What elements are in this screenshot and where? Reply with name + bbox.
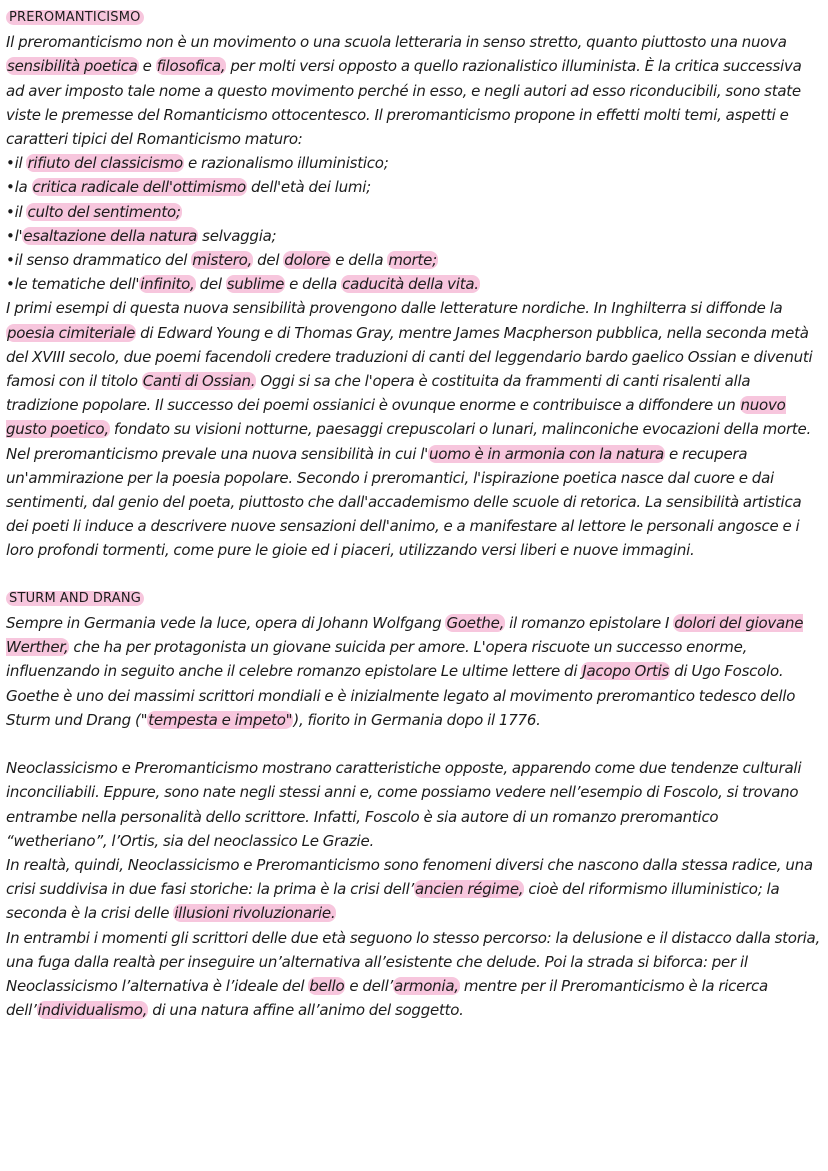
intro-paragraph: Il preromanticismo non è un movimento o una scuola letteraria in senso stretto, quanto piuttosto una nuova sensibilità poetica e filosofica, per molti versi opposto a quello razionalistico illuminista. È la critica successiva ad aver imposto tale nome a questo movimento perché in esso, e negli autori ad esso riconducibili, sono state viste le premesse del Romanticismo ottocentesco. Il preromanticismo propone in effetti molti temi, aspetti e caratteri tipici del Romanticismo maturo: — [6, 33, 802, 149]
highlight: illusioni rivoluzionarie. — [174, 904, 336, 923]
highlight: individualismo, — [37, 1001, 148, 1020]
section-title-preromanticismo: PREROMANTICISMO — [6, 6, 820, 30]
highlight: filosofica, — [156, 57, 226, 76]
highlight: dolore — [284, 251, 331, 270]
comparison-paragraph: Neoclassicismo e Preromanticismo mostrano caratteristiche opposte, apparendo come due tendenze culturali inconciliabili. Eppure, sono nate negli stessi anni e, come possiamo vedere nell’esempio di Foscolo, si trovano entrambe nella personalità dello scrittore. Infatti, Foscolo è sia autore di un romanzo preromantico “wetheriano”, l’Ortis, sia del neoclassico Le Grazie. — [6, 759, 802, 850]
sturm-paragraph: Goethe è uno dei massimi scrittori mondiali e è inizialmente legato al movimento preromantico tedesco dello Sturm und Drang ("tempesta e impeto"), fiorito in Germania dopo il 1776. — [6, 686, 796, 729]
path-paragraph: In entrambi i momenti gli scrittori delle due età seguono lo stesso percorso: la delusione e il distacco dalla storia, una fuga dalla realtà per inseguire un’alternativa all’esistente che delude. Poi la strada si biforca: per il Neoclassicismo l’alternativa è l’ideale del bello e dell’armonia, mentre per il Preromanticismo è la ricerca dell’individualismo, di una natura affine all’animo del soggetto. — [6, 928, 821, 1020]
highlight: sublime — [226, 275, 285, 294]
highlight: mistero, — [192, 251, 253, 270]
sensibility-paragraph: Nel preromanticismo prevale una nuova sensibilità in cui l'uomo è in armonia con la natura e recupera un'ammirazione per la poesia popolare. Secondo i preromantici, l'ispirazione poetica nasce dal cuore e dai sentimenti, dal genio del poeta, piuttosto che dall'accademismo delle scuole di retorica. La sensibilità artistica dei poeti li induce a descrivere nuove sensazioni dell'animo, e a manifestare al lettore le personali angosce e i loro profondi tormenti, come pure le gioie ed i piaceri, utilizzando versi liberi e nuove immagini. — [6, 444, 802, 560]
highlight: rifiuto del classicismo — [27, 154, 183, 173]
list-item: • il senso drammatico del mistero, del dolore e della morte; — [6, 248, 820, 272]
highlight: Goethe, — [446, 614, 505, 633]
list-item: • il rifiuto del classicismo e razionalismo illuministico; — [6, 151, 820, 175]
highlight: Canti di Ossian. — [142, 372, 256, 391]
highlight: esaltazione della natura — [23, 226, 198, 245]
highlight: dolori del giovane Werther, — [6, 614, 804, 657]
highlight: ancien régime, — [415, 880, 524, 899]
highlight: sensibilità poetica — [7, 57, 138, 76]
themes-list — [6, 151, 820, 296]
highlight: culto del sentimento; — [27, 202, 181, 221]
spacer — [6, 732, 820, 756]
highlight: uomo è in armonia con la natura — [429, 444, 665, 463]
highlight: Jacopo Ortis — [582, 662, 670, 681]
highlight: armonia, — [394, 977, 459, 996]
highlight: caducità della vita. — [342, 275, 479, 294]
highlight: morte; — [388, 251, 437, 270]
section-title-sturm-and-drang: STURM AND DRANG — [6, 587, 820, 611]
highlight: critica radicale dell'ottimismo — [32, 178, 246, 197]
highlight: nuovo gusto poetico, — [6, 396, 786, 439]
highlight: infinito, — [140, 275, 195, 294]
list-item: • l'esaltazione della natura selvaggia; — [6, 224, 820, 248]
crisis-paragraph: In realtà, quindi, Neoclassicismo e Preromanticismo sono fenomeni diversi che nascono dalla stessa radice, una crisi suddivisa in due fasi storiche: la prima è la crisi dell’ancien régime, cioè del riformismo illuministico; la seconda è la crisi delle illusioni rivoluzionarie. — [6, 856, 813, 923]
highlight: poesia cimiteriale — [7, 323, 136, 342]
goethe-paragraph: Sempre in Germania vede la luce, opera di Johann Wolfgang Goethe, il romanzo epistolare I dolori del giovane Werther, che ha per protagonista un giovane suicida per amore. L'opera riscuote un successo enorme, influenzando in seguito anche il celebre romanzo epistolare Le ultime lettere di Jacopo Ortis di Ugo Foscolo. — [6, 614, 804, 681]
nordic-paragraph: I primi esempi di questa nuova sensibilità provengono dalle letterature nordiche. In Inghilterra si diffonde la poesia cimiteriale di Edward Young e di Thomas Gray, mentre James Macpherson pubblica, nella seconda metà del XVIII secolo, due poemi facendoli credere traduzioni di canti del leggendario bardo gaelico Ossian e divenuti famosi con il titolo Canti di Ossian. Oggi si sa che l'opera è costituita da frammenti di canti risalenti alla tradizione popolare. Il successo dei poemi ossianici è ovunque enorme e contribuisce a diffondere un nuovo gusto poetico, fondato su visioni notturne, paesaggi crepuscolari o lunari, malinconiche evocazioni della morte. — [6, 299, 813, 439]
highlight: bello — [309, 977, 345, 996]
list-item: • il culto del sentimento; — [6, 200, 820, 224]
highlight: tempesta e impeto" — [148, 710, 293, 729]
list-item: • le tematiche dell'infinito, del sublime e della caducità della vita. — [6, 272, 820, 296]
list-item: • la critica radicale dell'ottimismo dell'età dei lumi; — [6, 175, 820, 199]
spacer — [6, 563, 820, 587]
